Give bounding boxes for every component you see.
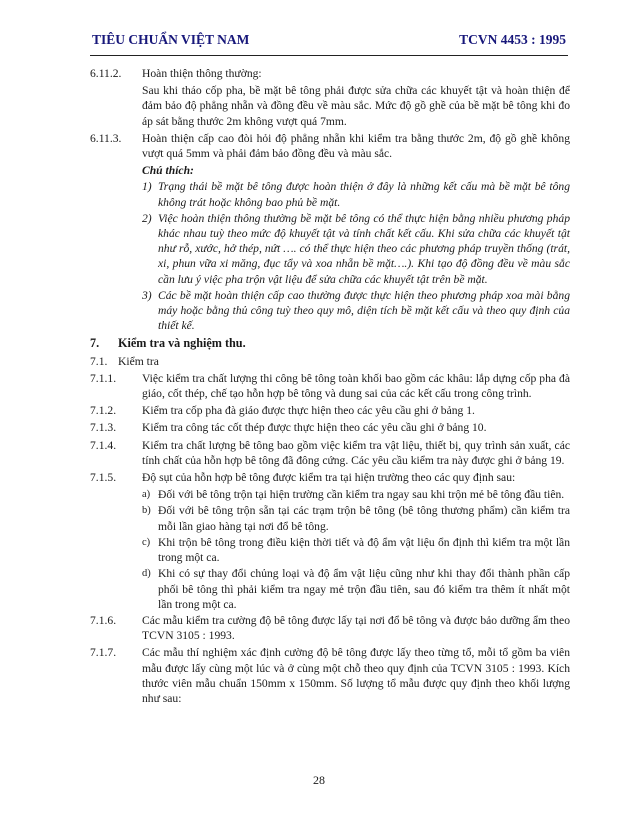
section-text: Kiểm tra công tác cốt thép được thực hiện theo các yêu cầu ghi ở bảng 10. bbox=[142, 421, 487, 435]
section-text: Kiểm tra chất lượng bê tông bao gồm việc kiểm tra vật liệu, thiết bị, quy trình sản xuất, các tính chất của hỗn hợp bê tông đã đông cứng. Các yêu cầu kiểm tra này được ghi ở bảng 19. bbox=[142, 438, 570, 467]
note-item bbox=[90, 288, 570, 334]
section-6-11-3 bbox=[90, 131, 570, 161]
section-7-1-2 bbox=[90, 403, 570, 418]
list-item-text: Khi có sự thay đổi chủng loại và độ ẩm vật liệu cũng như khi thay đổi thành phần cấp phối bê tông thì phải kiểm tra ngay mẻ trộn đầu tiên, sau đó kiểm tra thêm ít nhất một lần trong một ca. bbox=[158, 567, 570, 611]
header-standard-code: TCVN 4453 : 1995 bbox=[459, 32, 566, 47]
section-7-1-3 bbox=[90, 420, 570, 435]
section-number: 7.1.5. bbox=[90, 471, 117, 485]
section-title: Hoàn thiện thông thường: bbox=[142, 67, 262, 80]
header-divider bbox=[90, 55, 568, 56]
section-text: Các mẫu kiểm tra cường độ bê tông được lấy tại nơi đổ bê tông và được bảo dưỡng ẩm theo TCVN 3105 : 1993. bbox=[142, 613, 570, 643]
list-item bbox=[90, 487, 570, 502]
section-text: Kiểm tra cốp pha đà giáo được thực hiện theo các yêu cầu ghi ở bảng 1. bbox=[142, 404, 475, 418]
section-text: Việc kiểm tra chất lượng thi công bê tông toàn khối bao gồm các khâu: lắp dựng cốp pha đà giáo, cốt thép, chế tạo hỗn hợp bê tông và dung sai của các kết cấu trong công trình. bbox=[142, 371, 570, 401]
notes-heading: Chú thích: bbox=[142, 164, 194, 178]
page-body bbox=[90, 66, 570, 708]
section-7-1-5 bbox=[90, 470, 570, 485]
section-number: 7.1.7. bbox=[90, 646, 117, 660]
note-item bbox=[90, 179, 570, 209]
section-7-1-4 bbox=[90, 438, 570, 468]
section-number: 7.1.2. bbox=[90, 404, 117, 418]
section-text: Các mẫu thí nghiệm xác định cường độ bê tông được lấy theo từng tổ, mỗi tổ gồm ba viên mẫu được lấy cùng một lúc và ở cùng một chỗ theo quy định của TCVN 3105 : 1993. Kích thước viên mẫu chuẩn 150mm x 150mm. Số lượng tổ mẫu được quy định theo khối lượng như sau: bbox=[142, 646, 570, 705]
section-title: Kiểm tra bbox=[118, 354, 159, 368]
list-item bbox=[90, 503, 570, 533]
section-7-1-1 bbox=[90, 371, 570, 401]
list-marker: d) bbox=[142, 568, 151, 580]
page-header bbox=[92, 32, 566, 52]
list-item-text: Khi trộn bê tông trong điều kiện thời tiết và độ ẩm vật liệu ổn định thì kiểm tra một lần trong một ca. bbox=[158, 535, 570, 565]
note-text: Trạng thái bề mặt bê tông được hoàn thiện ở đây là những kết cấu mà bề mặt bê tông không trát hoặc không bao phủ bề mặt. bbox=[158, 180, 570, 209]
list-marker: b) bbox=[142, 505, 151, 517]
section-number: 7.1.6. bbox=[90, 613, 117, 627]
page-number: 28 bbox=[313, 773, 325, 787]
section-title: Kiểm tra và nghiệm thu. bbox=[118, 336, 246, 351]
section-7-1-6 bbox=[90, 613, 570, 643]
note-text: Các bề mặt hoàn thiện cấp cao thường được thực hiện theo phương pháp xoa mài bằng máy hoặc bằng thủ công tuỳ theo quy mô, diện tích bề mặt kết cấu và theo quy định của thiết kế. bbox=[158, 288, 570, 333]
list-item-text: Đối với bê tông trộn sẵn tại các trạm trộn bê tông (bê tông thương phẩm) cần kiểm tra mỗi lần giao hàng tại nơi đổ bê tông. bbox=[158, 504, 570, 533]
note-text: Việc hoàn thiện thông thường bề mặt bê tông có thể thực hiện bằng nhiều phương pháp khác nhau tuỳ theo mức độ khuyết tật và tính chất kết cấu. Khi sửa chữa các khuyết tật như rỗ, xước, hở thép, nứt …. có thể thực hiện theo các phương pháp truyền thống (trát, xi, phun vữa xi măng, đục tẩy và xoa nhẵn bề mặt….). Khi tạo độ đồng đều về màu sắc cần lưu ý việc pha trộn vật liệu để sửa chữa các khuyết tật trên bề mặt. bbox=[158, 211, 570, 286]
section-number: 7.1.3. bbox=[90, 421, 117, 435]
list-item bbox=[90, 566, 570, 612]
section-number: 7.1.1. bbox=[90, 371, 117, 385]
section-7-heading bbox=[90, 336, 570, 351]
list-marker: c) bbox=[142, 536, 151, 548]
list-marker: a) bbox=[142, 489, 151, 501]
section-text: Hoàn thiện cấp cao đòi hỏi độ phẳng nhẵn khi kiểm tra bằng thước 2m, độ gồ ghề không vượt quá 5mm và phải đảm bảo đồng đều và màu sắc. bbox=[142, 131, 570, 161]
note-number: 1) bbox=[142, 180, 152, 194]
note-item bbox=[90, 211, 570, 287]
header-standard-name: TIÊU CHUẨN VIỆT NAM bbox=[92, 32, 250, 47]
list-item-text: Đối với bê tông trộn tại hiện trường cần kiểm tra ngay sau khi trộn mẻ bê tông đầu tiên. bbox=[158, 488, 565, 502]
section-number: 6.11.2. bbox=[90, 67, 122, 80]
note-number: 3) bbox=[142, 288, 152, 302]
section-7-1-7 bbox=[90, 645, 570, 706]
section-number: 7.1. bbox=[90, 354, 108, 368]
section-number: 6.11.3. bbox=[90, 131, 122, 145]
list-item bbox=[90, 535, 570, 565]
section-number: 7. bbox=[90, 336, 100, 351]
section-number: 7.1.4. bbox=[90, 438, 117, 452]
section-6-11-2 bbox=[90, 66, 570, 81]
section-6-11-2-body: Sau khi tháo cốp pha, bề mặt bê tông phải được sửa chữa các khuyết tật và hoàn thiện để đảm bảo độ phẳng nhẵn và đồng đều về màu sắc. Mức độ gồ ghề của bề mặt bê tông khi đo áp sát bằng thước 2m không vượt quá 7mm. bbox=[142, 84, 570, 128]
section-text: Độ sụt của hỗn hợp bê tông được kiểm tra tại hiện trường theo các quy định sau: bbox=[142, 471, 516, 485]
section-7-1-heading bbox=[90, 354, 570, 369]
note-number: 2) bbox=[142, 211, 152, 225]
